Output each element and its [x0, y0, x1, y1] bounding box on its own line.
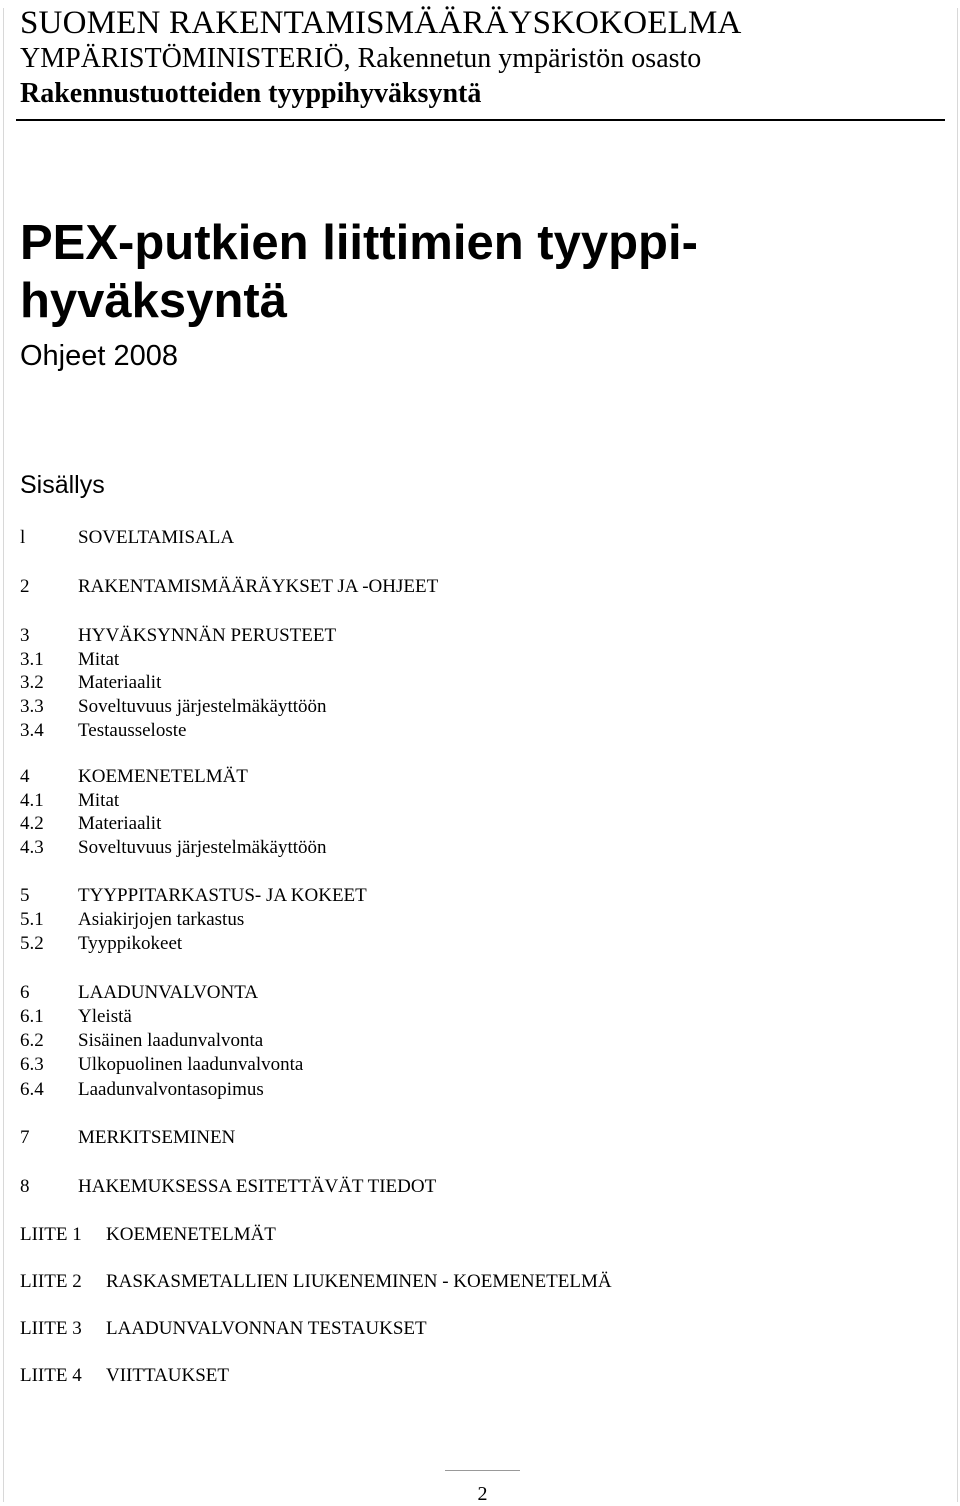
toc-entry-label: Sisäinen laadunvalvonta [78, 1030, 264, 1051]
toc-entry-label: Tyyppikokeet [78, 933, 183, 954]
document-title [20, 214, 698, 330]
toc-entry-number: 3.1 [20, 649, 44, 670]
toc-entry-number: 5 [20, 885, 30, 906]
page-edge-left [3, 8, 4, 1502]
toc-entry-number: 6.3 [20, 1054, 44, 1075]
toc-entry-number: 6.1 [20, 1006, 44, 1027]
toc-entry-number: 5.2 [20, 933, 44, 954]
toc-entry-number: 4 [20, 766, 30, 787]
footer-divider [445, 1470, 520, 1471]
toc-entry-number: 2 [20, 576, 30, 597]
toc-entry-label: RASKASMETALLIEN LIUKENEMINEN - KOEMENETELMÄ [106, 1271, 612, 1292]
toc-entry-label: Laadunvalvontasopimus [78, 1079, 264, 1100]
toc-entry-number: 4.2 [20, 813, 44, 834]
toc-entry-number: 4.1 [20, 790, 44, 811]
toc-entry-number: l [20, 527, 26, 548]
page-number: 2 [477, 1483, 488, 1505]
toc-entry-label: Mitat [78, 649, 120, 670]
toc-entry-number: 7 [20, 1127, 30, 1148]
toc-entry-number: 3.4 [20, 720, 44, 741]
toc-entry-label: Testausseloste [78, 720, 187, 741]
toc-entry-label: Asiakirjojen tarkastus [78, 909, 245, 930]
toc-entry-number: 3.3 [20, 696, 44, 717]
document-header [20, 4, 945, 112]
toc-entry-label: TYYPPITARKASTUS- JA KOKEET [78, 885, 367, 906]
series-title: SUOMEN RAKENTAMISMÄÄRÄYSKOKOELMA [20, 5, 742, 41]
toc-entry-label: Mitat [78, 790, 120, 811]
series-subtitle: Rakennustuotteiden tyyppihyväksyntä [20, 78, 482, 109]
toc-entry-number: 6 [20, 982, 30, 1003]
toc-entry-label: LAADUNVALVONNAN TESTAUKSET [106, 1318, 427, 1339]
toc-entry-number: LIITE 1 [20, 1224, 82, 1245]
page-edge-right [957, 8, 958, 1502]
toc-entry-number: 6.2 [20, 1030, 44, 1051]
toc-entry-number: LIITE 2 [20, 1271, 82, 1292]
ministry-department: YMPÄRISTÖMINISTERIÖ, Rakennetun ympäristön osasto [20, 43, 702, 74]
toc-entry-label: HYVÄKSYNNÄN PERUSTEET [78, 625, 337, 646]
toc-entry-number: 3.2 [20, 672, 44, 693]
toc-entry-label: SOVELTAMISALA [78, 527, 235, 548]
toc-entry-number: 5.1 [20, 909, 44, 930]
toc-entry-label: MERKITSEMINEN [78, 1127, 236, 1148]
toc-entry-label: KOEMENETELMÄT [106, 1224, 276, 1245]
toc-entry-number: LIITE 3 [20, 1318, 82, 1339]
toc-heading: Sisällys [20, 471, 105, 499]
toc-entry-label: VIITTAUKSET [106, 1365, 230, 1386]
toc-entry-label: HAKEMUKSESSA ESITETTÄVÄT TIEDOT [78, 1176, 437, 1197]
document-title-line1: PEX-putkien liittimien tyyppi- [20, 216, 698, 270]
toc-entry-label: Materiaalit [78, 672, 162, 693]
toc-entry-label: Soveltuvuus järjestelmäkäyttöön [78, 696, 327, 717]
toc-entry-label: LAADUNVALVONTA [78, 982, 259, 1003]
toc-entry-label: KOEMENETELMÄT [78, 766, 248, 787]
toc-entry-number: 8 [20, 1176, 30, 1197]
toc-entry-label: Ulkopuolinen laadunvalvonta [78, 1054, 304, 1075]
toc-entry-number: 4.3 [20, 837, 44, 858]
document-subtitle: Ohjeet 2008 [20, 340, 179, 372]
toc-entry-label: Soveltuvuus järjestelmäkäyttöön [78, 837, 327, 858]
toc-entry-label: Materiaalit [78, 813, 162, 834]
toc-entry-label: RAKENTAMISMÄÄRÄYKSET JA -OHJEET [78, 576, 439, 597]
toc-entry-number: 3 [20, 625, 30, 646]
header-divider [16, 119, 945, 121]
document-title-line2: hyväksyntä [20, 274, 287, 328]
toc-entry-number: LIITE 4 [20, 1365, 82, 1386]
toc-entry-number: 6.4 [20, 1079, 44, 1100]
toc-entry-label: Yleistä [78, 1006, 132, 1027]
